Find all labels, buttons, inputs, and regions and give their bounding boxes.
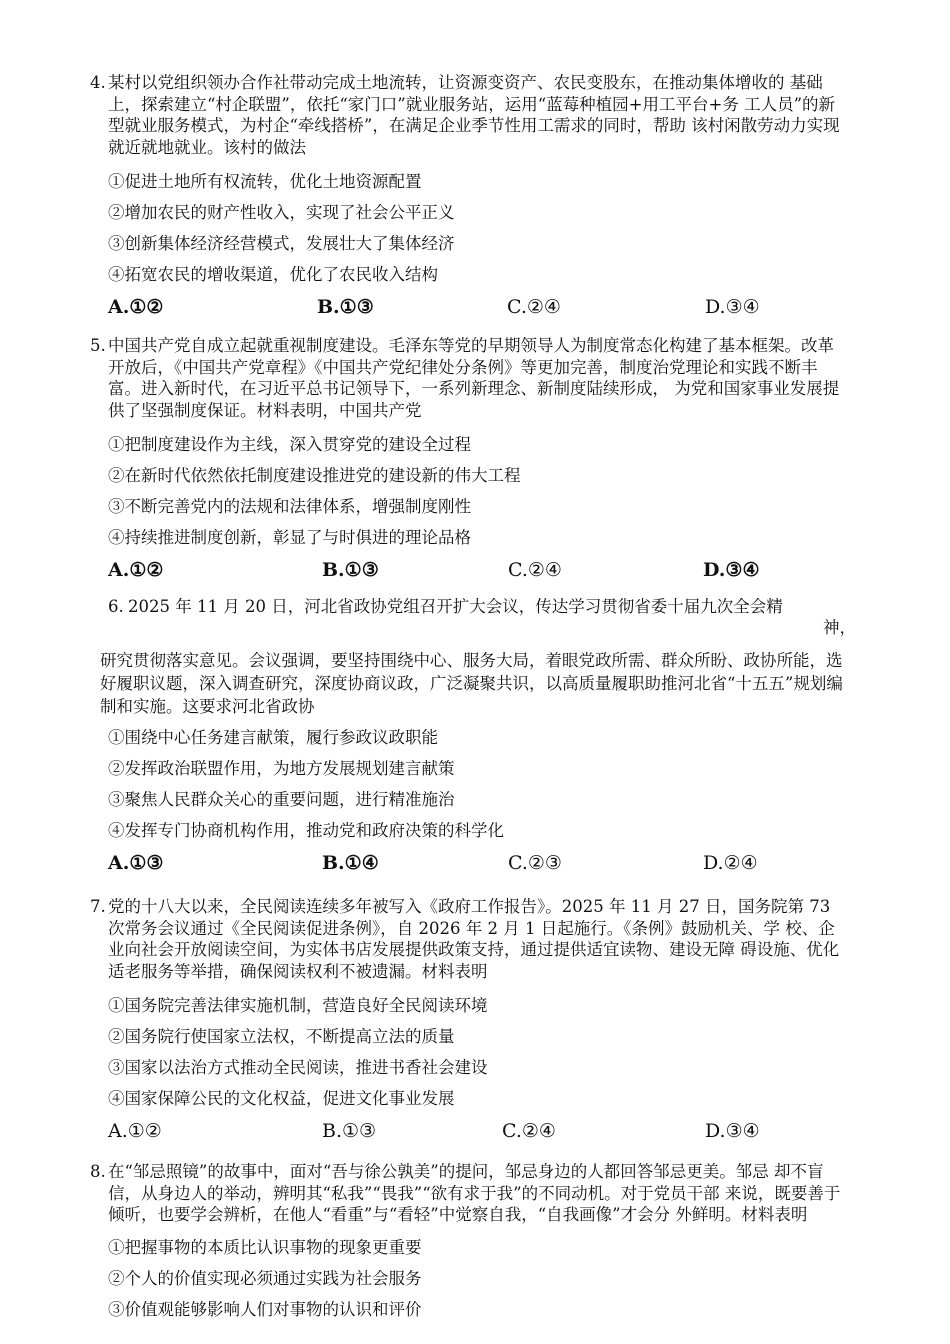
- option-1: ①围绕中心任务建言献策，履行参政议政职能: [108, 728, 438, 747]
- answer-choices: [0, 852, 950, 884]
- choice-c: C.②④: [507, 296, 561, 318]
- choice-c: C.②④: [508, 559, 562, 581]
- option-2: ②个人的价值实现必须通过实践为社会服务: [108, 1268, 422, 1288]
- question-text: 在“邹忌照镜”的故事中，面对“吾与徐公孰美”的提问，邹忌身边的人都回答邹忌更美。邹忌 却不盲信，从身边人的举动，辨明其“私我”“畏我”“欲有求于我”的不同动机。对于党员干部 来说，既要善于倾听，也要学会辨析，在他人“看重”与“看轻”中觉察自我，“自我画像”才会分 外鲜明。材料表明: [108, 1162, 841, 1224]
- question-stem: [0, 896, 848, 982]
- choice-a: A.①②: [108, 1120, 162, 1142]
- question-stem: [0, 1161, 848, 1226]
- question-6: [0, 596, 950, 884]
- option-2: ②在新时代依然依托制度建设推进党的建设新的伟大工程: [108, 466, 521, 485]
- answer-choices: [0, 296, 950, 328]
- choice-b: B.①③: [322, 559, 379, 581]
- option-4: ④持续推进制度创新，彰显了与时俱进的理论品格: [108, 528, 471, 547]
- question-number: 6.: [108, 597, 124, 616]
- question-text: 党的十八大以来，全民阅读连续多年被写入《政府工作报告》。2025 年 11 月 27 日，国务院第 73 次常务会议通过《全民阅读促进条例》，自 2026 年 2 月 1 日起施行。《条例》鼓励机关、学 校、企业向社会开放阅读空间，为实体书店发展提供政策支持，通过提供适宜读物、建设无障 碍设施、优化适老服务等举措，确保阅读权利不被遗漏。材料表明: [108, 897, 840, 981]
- choice-b: B.①③: [322, 1120, 377, 1142]
- question-4: [0, 72, 950, 328]
- choice-d: D.②④: [703, 852, 758, 874]
- option-2: ②增加农民的财产性收入，实现了社会公平正义: [108, 203, 455, 222]
- option-3: ③创新集体经济经营模式，发展壮大了集体经济: [108, 234, 455, 253]
- option-4: ④国家保障公民的文化权益，促进文化事业发展: [108, 1089, 455, 1108]
- option-4: ④拓宽农民的增收渠道，优化了农民收入结构: [108, 265, 438, 284]
- choice-a: A.①③: [108, 852, 164, 874]
- option-1: ①国务院完善法律实施机制，营造良好全民阅读环境: [108, 996, 488, 1015]
- question-number: 7.: [90, 897, 106, 916]
- option-2: ②发挥政治联盟作用，为地方发展规划建言献策: [108, 759, 455, 778]
- answer-choices: [0, 559, 950, 591]
- question-text: 研究贯彻落实意见。会议强调，要坚持围绕中心、服务大局，着眼党政所需、群众所盼、政协所能，选好履职议题，深入调查研究，深度协商议政，广泛凝聚共识，以高质量履职助推河北省“十五五”规划编制和实施。这要求河北省政协: [100, 651, 843, 716]
- question-stem: [0, 72, 848, 158]
- option-3: ③不断完善党内的法规和法律体系，增强制度刚性: [108, 497, 471, 516]
- choice-b: B.①④: [322, 852, 379, 874]
- option-2: ②国务院行使国家立法权，不断提高立法的质量: [108, 1027, 455, 1046]
- option-1: ①促进土地所有权流转，优化土地资源配置: [108, 172, 422, 191]
- question-text: 某村以党组织领办合作社带动完成土地流转，让资源变资产、农民变股东，在推动集体增收的 基础上，探索建立“村企联盟”，依托“家门口”就业服务站，运用“蓝莓种植园+用工平台+务 工人员”的新型就业服务模式，为村企“牵线搭桥”，在满足企业季节性用工需求的同时，帮助 该村闲散劳动力实现就近就地就业。该村的做法: [108, 73, 840, 157]
- choice-d: D.③④: [705, 296, 760, 318]
- option-1: ①把制度建设作为主线，深入贯穿党的建设全过程: [108, 435, 471, 454]
- question-number: 4.: [90, 73, 106, 92]
- answer-choices: [0, 1120, 950, 1152]
- question-text: 中国共产党自成立起就重视制度建设。毛泽东等党的早期领导人为制度常态化构建了基本框架。改革开放后，《中国共产党章程》《中国共产党纪律处分条例》等更加完善，制度治党理论和实践不断丰富。进入新时代，在习近平总书记领导下，一系列新理念、新制度陆续形成， 为党和国家事业发展提供了坚强制度保证。材料表明，中国共产党: [108, 336, 840, 420]
- option-3: ③价值观能够影响人们对事物的认识和评价: [108, 1299, 422, 1319]
- choice-a: A.①②: [108, 559, 164, 581]
- question-text-first: 2025 年 11 月 20 日，河北省政协党组召开扩大会议，传达学习贯彻省委十届九次全会精: [128, 597, 783, 616]
- option-3: ③国家以法治方式推动全民阅读，推进书香社会建设: [108, 1058, 488, 1077]
- option-3: ③聚焦人民群众关心的重要问题，进行精准施治: [108, 790, 455, 809]
- question-number: 5.: [90, 336, 106, 355]
- option-1: ①把握事物的本质比认识事物的现象更重要: [108, 1237, 422, 1257]
- question-5: [0, 335, 950, 591]
- choice-c: C.②③: [508, 852, 562, 874]
- question-7: [0, 896, 950, 1152]
- question-stem: [0, 335, 848, 421]
- question-text-wrap: 神，: [823, 618, 856, 637]
- option-4: ④发挥专门协商机构作用，推动党和政府决策的科学化: [108, 821, 504, 840]
- choice-b: B.①③: [317, 296, 374, 318]
- choice-d: D.③④: [705, 1120, 760, 1142]
- choice-d: D.③④: [703, 559, 760, 581]
- question-stem-first-line: [0, 596, 856, 617]
- choice-c: C.②④: [502, 1120, 556, 1142]
- question-8: [0, 1161, 950, 1325]
- question-number: 8.: [90, 1162, 106, 1181]
- choice-a: A.①②: [108, 296, 164, 318]
